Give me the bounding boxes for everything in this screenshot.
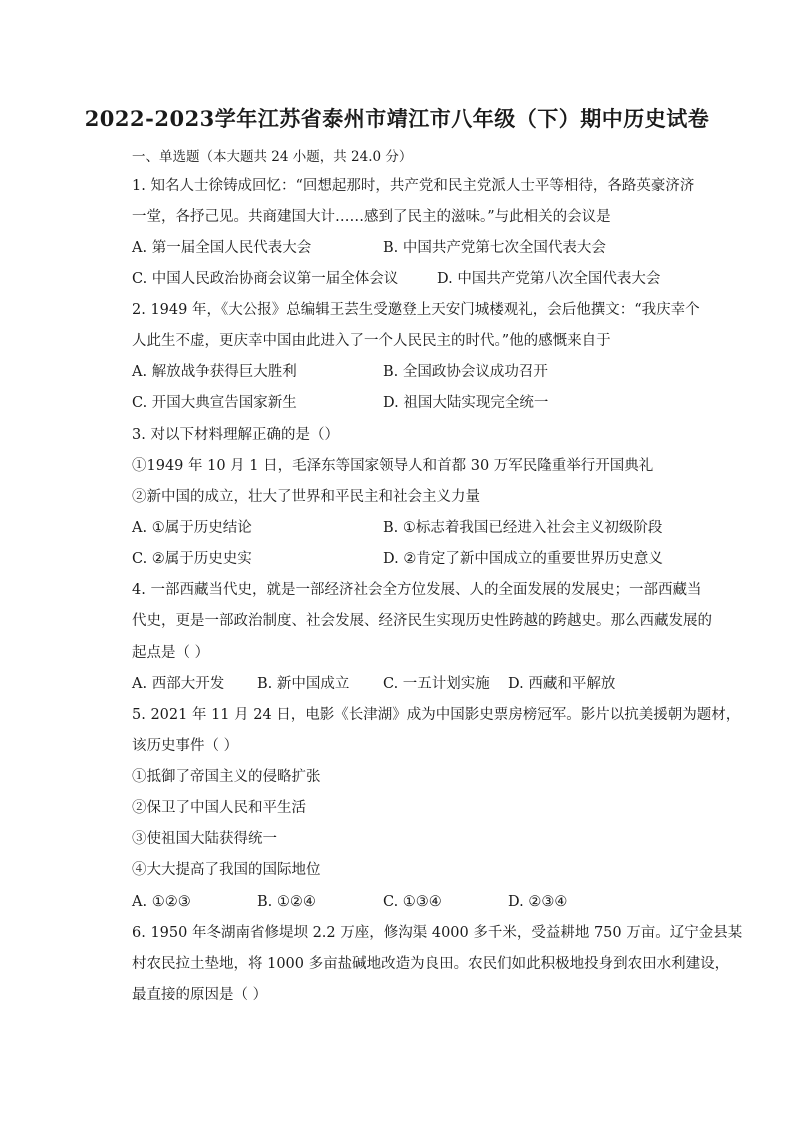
question-4-option-b: B. 新中国成立 xyxy=(257,676,350,692)
question-5-option-a: A. ①②③ xyxy=(132,894,191,910)
question-2-option-d: D. 祖国大陆实现完全统一 xyxy=(383,395,549,411)
question-6-line-1: 6. 1950 年冬湖南省修堤坝 2.2 万座，修沟渠 4000 多千米，受益耕地 750 万亩。辽宁金县某 xyxy=(132,925,743,941)
question-3-option-a: A. ①属于历史结论 xyxy=(132,520,252,536)
question-1-option-b: B. 中国共产党第七次全国代表大会 xyxy=(383,240,606,256)
question-2-option-c: C. 开国大典宣告国家新生 xyxy=(132,395,297,411)
question-3-option-d: D. ②肯定了新中国成立的重要世界历史意义 xyxy=(383,551,663,567)
question-1-line-1: 1. 知名人士徐铸成回忆：“回想起那时，共产党和民主党派人士平等相待，各路英豪济济 xyxy=(132,178,695,194)
question-5-statement-1: ①抵御了帝国主义的侵略扩张 xyxy=(132,769,321,785)
question-1-option-c: C. 中国人民政治协商会议第一届全体会议 xyxy=(132,271,399,287)
question-1-option-a: A. 第一届全国人民代表大会 xyxy=(132,240,312,256)
question-2-option-b: B. 全国政协会议成功召开 xyxy=(383,364,548,380)
question-4-option-c: C. 一五计划实施 xyxy=(383,676,490,692)
page-title: 2022-2023学年江苏省泰州市靖江市八年级（下）期中历史试卷 xyxy=(84,106,710,131)
question-5-option-d: D. ②③④ xyxy=(508,894,568,910)
question-2-line-1: 2. 1949 年，《大公报》总编辑王芸生受邀登上天安门城楼观礼，会后他撰文：“我庆幸个 xyxy=(132,302,700,318)
question-4-line-3: 起点是（ ） xyxy=(132,645,210,661)
question-2-line-2: 人此生不虚，更庆幸中国由此进入了一个人民民主的时代。”他的感慨来自于 xyxy=(132,333,611,349)
question-4-line-1: 4. 一部西藏当代史，就是一部经济社会全方位发展、人的全面发展的发展史；一部西藏当 xyxy=(132,582,702,598)
question-5-statement-4: ④大大提高了我国的国际地位 xyxy=(132,862,321,878)
question-3-material-2: ②新中国的成立，壮大了世界和平民主和社会主义力量 xyxy=(132,489,480,505)
question-2-option-a: A. 解放战争获得巨大胜利 xyxy=(132,364,297,380)
question-3-material-1: ①1949 年 10 月 1 日，毛泽东等国家领导人和首都 30 万军民隆重举行开国典礼 xyxy=(132,458,654,474)
question-4-line-2: 代史，更是一部政治制度、社会发展、经济民生实现历史性跨越的跨越史。那么西藏发展的 xyxy=(132,613,712,629)
question-3-option-c: C. ②属于历史史实 xyxy=(132,551,252,567)
question-6-line-2: 村农民拉土垫地，将 1000 多亩盐碱地改造为良田。农民们如此积极地投身到农田水利建设， xyxy=(132,956,730,972)
question-3-option-b: B. ①标志着我国已经进入社会主义初级阶段 xyxy=(383,520,663,536)
question-3-line-1: 3. 对以下材料理解正确的是（） xyxy=(132,427,339,443)
question-1-option-d: D. 中国共产党第八次全国代表大会 xyxy=(437,271,661,287)
question-1-line-2: 一堂，各抒己见。共商建国大计……感到了民主的滋味。”与此相关的会议是 xyxy=(132,209,611,225)
question-5-statement-3: ③使祖国大陆获得统一 xyxy=(132,831,277,847)
question-4-option-a: A. 西部大开发 xyxy=(132,676,225,692)
section-heading: 一、单选题（本大题共 24 小题，共 24.0 分） xyxy=(132,149,413,165)
question-5-line-1: 5. 2021 年 11 月 24 日，电影《长津湖》成为中国影史票房榜冠军。影片以抗美援朝为题材， xyxy=(132,707,741,723)
question-4-option-d: D. 西藏和平解放 xyxy=(508,676,616,692)
question-5-option-b: B. ①②④ xyxy=(257,894,316,910)
question-6-line-3: 最直接的原因是（ ） xyxy=(132,987,268,1003)
question-5-statement-2: ②保卫了中国人民和平生活 xyxy=(132,800,306,816)
question-5-option-c: C. ①③④ xyxy=(383,894,442,910)
question-5-line-2: 该历史事件（ ） xyxy=(132,738,239,754)
